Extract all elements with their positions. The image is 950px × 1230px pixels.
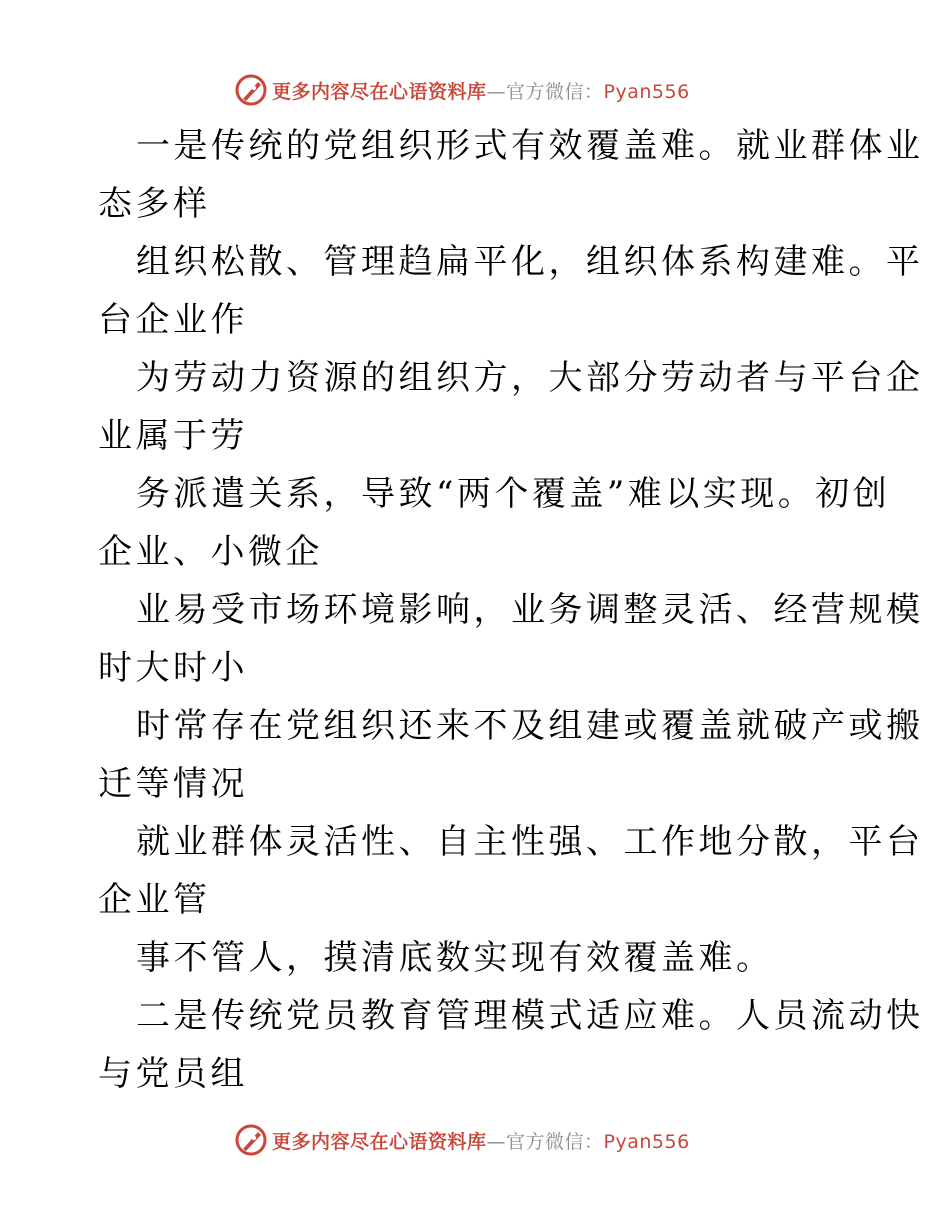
text-line: 与党员组 (98, 1054, 248, 1094)
text-line: 企业管 (98, 880, 211, 920)
text-line: 一是传统的党组织形式有效覆盖难。就业群体业 (136, 126, 924, 166)
document-body (98, 117, 924, 1103)
text-line: 就业群体灵活性、自主性强、工作地分散，平台 (136, 822, 924, 862)
text-line: 业易受市场环境影响，业务调整灵活、经营规模 (136, 590, 924, 630)
text-line: 二是传统党员教育管理模式适应难。人员流动快 (136, 996, 924, 1036)
watermark-wechat-id: Pyan556 (603, 1130, 690, 1153)
watermark-wechat-label: 官方微信： (506, 1130, 604, 1153)
text-line: 态多样 (98, 184, 211, 224)
quill-pen-logo-icon (234, 73, 268, 107)
header-watermark (234, 73, 690, 107)
footer-watermark (234, 1123, 690, 1157)
text-line: 台企业作 (98, 300, 248, 340)
watermark-brand-text: 更多内容尽在心语资料库 (272, 1130, 487, 1153)
text-line: 组织松散、管理趋扁平化，组织体系构建难。平 (136, 242, 924, 282)
text-line: 时大时小 (98, 648, 248, 688)
quill-pen-logo-icon (234, 1123, 268, 1157)
text-line: 时常存在党组织还来不及组建或覆盖就破产或搬 (136, 706, 924, 746)
watermark-separator: — (486, 1130, 507, 1153)
text-line: 事不管人，摸清底数实现有效覆盖难。 (136, 938, 774, 978)
watermark-wechat-id: Pyan556 (603, 80, 690, 103)
text-line: 企业、小微企 (98, 532, 323, 572)
watermark-wechat-label: 官方微信： (506, 80, 604, 103)
text-line: 迁等情况 (98, 764, 248, 804)
text-line: 为劳动力资源的组织方，大部分劳动者与平台企 (136, 358, 924, 398)
text-line: 业属于劳 (98, 416, 248, 456)
watermark-brand-text: 更多内容尽在心语资料库 (272, 80, 487, 103)
watermark-separator: — (486, 80, 507, 103)
text-line: 务派遣关系，导致“两个覆盖”难以实现。初创 (136, 474, 891, 514)
